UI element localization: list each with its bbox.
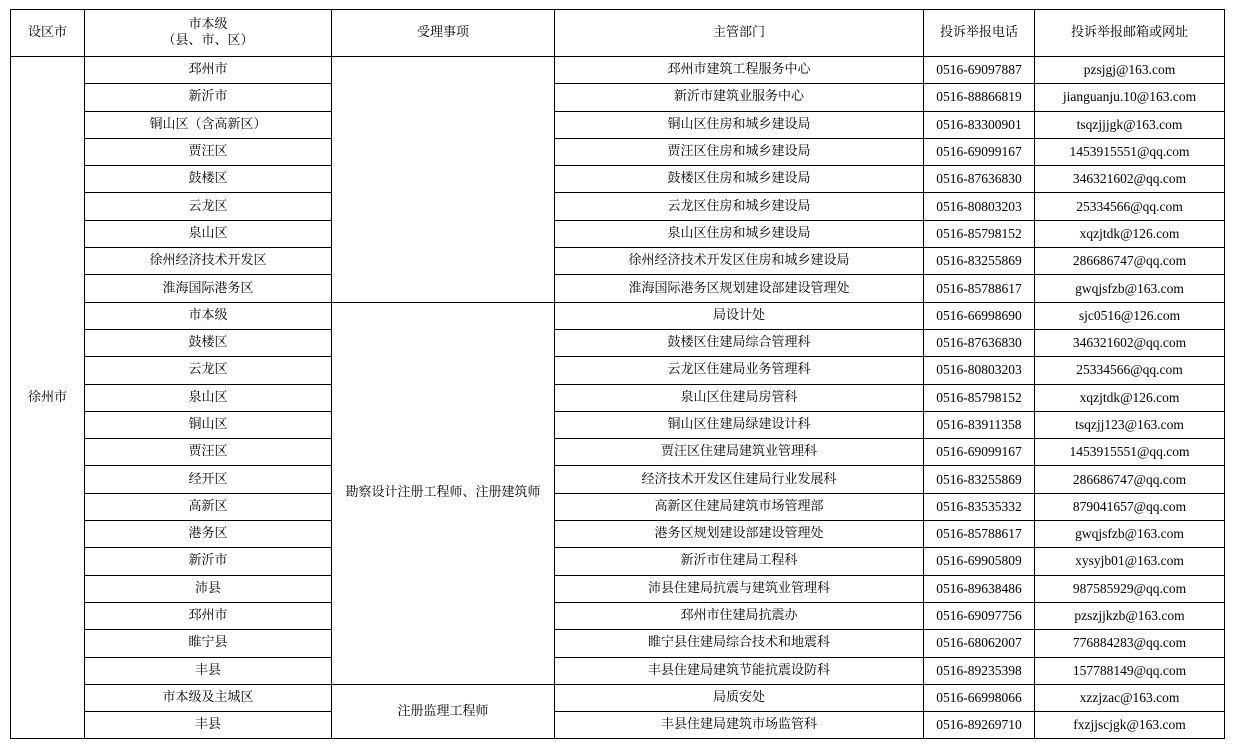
- level-cell: 港务区: [85, 521, 332, 548]
- email-cell: gwqjsfzb@163.com: [1035, 521, 1225, 548]
- header-level-line1: 市本级: [188, 17, 228, 32]
- level-cell: 云龙区: [85, 193, 332, 220]
- phone-cell: 0516-83911358: [924, 411, 1035, 438]
- dept-cell: 高新区住建局建筑市场管理部: [555, 493, 924, 520]
- level-cell: 淮海国际港务区: [85, 275, 332, 302]
- table-row: [11, 329, 1225, 356]
- phone-cell: 0516-85788617: [924, 275, 1035, 302]
- header-email: 投诉举报邮箱或网址: [1035, 10, 1225, 57]
- phone-cell: 0516-89269710: [924, 712, 1035, 739]
- phone-cell: 0516-88866819: [924, 84, 1035, 111]
- table-row: [11, 111, 1225, 138]
- table-row: [11, 138, 1225, 165]
- table-row: [11, 602, 1225, 629]
- email-cell: 25334566@qq.com: [1035, 193, 1225, 220]
- table-row: [11, 493, 1225, 520]
- level-cell: 泉山区: [85, 220, 332, 247]
- email-cell: 879041657@qq.com: [1035, 493, 1225, 520]
- phone-cell: 0516-69905809: [924, 548, 1035, 575]
- phone-cell: 0516-89638486: [924, 575, 1035, 602]
- phone-cell: 0516-83535332: [924, 493, 1035, 520]
- email-cell: sjc0516@126.com: [1035, 302, 1225, 329]
- level-cell: 沛县: [85, 575, 332, 602]
- table-row: [11, 411, 1225, 438]
- table-row: [11, 548, 1225, 575]
- level-cell: 贾汪区: [85, 439, 332, 466]
- phone-cell: 0516-69099167: [924, 138, 1035, 165]
- level-cell: 鼓楼区: [85, 329, 332, 356]
- phone-cell: 0516-80803203: [924, 193, 1035, 220]
- dept-cell: 邳州市住建局抗震办: [555, 602, 924, 629]
- email-cell: jianguanju.10@163.com: [1035, 84, 1225, 111]
- phone-cell: 0516-85788617: [924, 521, 1035, 548]
- dept-cell: 新沂市住建局工程科: [555, 548, 924, 575]
- phone-cell: 0516-83255869: [924, 466, 1035, 493]
- table-row: [11, 193, 1225, 220]
- phone-cell: 0516-87636830: [924, 329, 1035, 356]
- item-cell: [332, 57, 555, 303]
- level-cell: 经开区: [85, 466, 332, 493]
- email-cell: 1453915551@qq.com: [1035, 439, 1225, 466]
- email-cell: gwqjsfzb@163.com: [1035, 275, 1225, 302]
- level-cell: 铜山区（含高新区）: [85, 111, 332, 138]
- dept-cell: 鼓楼区住建局综合管理科: [555, 329, 924, 356]
- phone-cell: 0516-66998690: [924, 302, 1035, 329]
- dept-cell: 铜山区住房和城乡建设局: [555, 111, 924, 138]
- table-row: [11, 384, 1225, 411]
- email-cell: xysyjb01@163.com: [1035, 548, 1225, 575]
- email-cell: xqzjtdk@126.com: [1035, 384, 1225, 411]
- level-cell: 邳州市: [85, 602, 332, 629]
- dept-cell: 贾汪区住建局建筑业管理科: [555, 439, 924, 466]
- level-cell: 高新区: [85, 493, 332, 520]
- table-row: [11, 57, 1225, 84]
- email-cell: tsqzjjjgk@163.com: [1035, 111, 1225, 138]
- header-phone: 投诉举报电话: [924, 10, 1035, 57]
- email-cell: 346321602@qq.com: [1035, 166, 1225, 193]
- header-level-line2: （县、市、区）: [162, 33, 254, 48]
- phone-cell: 0516-66998066: [924, 684, 1035, 711]
- phone-cell: 0516-69099167: [924, 439, 1035, 466]
- phone-cell: 0516-68062007: [924, 630, 1035, 657]
- email-cell: 157788149@qq.com: [1035, 657, 1225, 684]
- email-cell: 346321602@qq.com: [1035, 329, 1225, 356]
- dept-cell: 徐州经济技术开发区住房和城乡建设局: [555, 248, 924, 275]
- dept-cell: 局设计处: [555, 302, 924, 329]
- level-cell: 市本级及主城区: [85, 684, 332, 711]
- table-row: [11, 521, 1225, 548]
- phone-cell: 0516-69097756: [924, 602, 1035, 629]
- email-cell: 987585929@qq.com: [1035, 575, 1225, 602]
- phone-cell: 0516-89235398: [924, 657, 1035, 684]
- email-cell: fxzjjscjgk@163.com: [1035, 712, 1225, 739]
- level-cell: 市本级: [85, 302, 332, 329]
- level-cell: 徐州经济技术开发区: [85, 248, 332, 275]
- dept-cell: 云龙区住建局业务管理科: [555, 357, 924, 384]
- phone-cell: 0516-83255869: [924, 248, 1035, 275]
- dept-cell: 丰县住建局建筑节能抗震设防科: [555, 657, 924, 684]
- header-level: [85, 10, 332, 57]
- table-row: [11, 684, 1225, 711]
- level-cell: 泉山区: [85, 384, 332, 411]
- dept-cell: 新沂市建筑业服务中心: [555, 84, 924, 111]
- email-cell: 776884283@qq.com: [1035, 630, 1225, 657]
- level-cell: 丰县: [85, 712, 332, 739]
- table-row: [11, 302, 1225, 329]
- email-cell: xqzjtdk@126.com: [1035, 220, 1225, 247]
- table-row: [11, 248, 1225, 275]
- table-row: [11, 166, 1225, 193]
- dept-cell: 泉山区住房和城乡建设局: [555, 220, 924, 247]
- email-cell: tsqzjj123@163.com: [1035, 411, 1225, 438]
- table-row: [11, 466, 1225, 493]
- dept-cell: 局质安处: [555, 684, 924, 711]
- table-row: [11, 712, 1225, 739]
- email-cell: 286686747@qq.com: [1035, 248, 1225, 275]
- table-row: [11, 220, 1225, 247]
- email-cell: pzszjjkzb@163.com: [1035, 602, 1225, 629]
- phone-cell: 0516-80803203: [924, 357, 1035, 384]
- table-row: [11, 439, 1225, 466]
- phone-cell: 0516-83300901: [924, 111, 1035, 138]
- level-cell: 铜山区: [85, 411, 332, 438]
- dept-cell: 邳州市建筑工程服务中心: [555, 57, 924, 84]
- level-cell: 鼓楼区: [85, 166, 332, 193]
- dept-cell: 铜山区住建局绿建设计科: [555, 411, 924, 438]
- table-body: [11, 57, 1225, 739]
- complaint-contact-table: [10, 9, 1225, 739]
- phone-cell: 0516-85798152: [924, 220, 1035, 247]
- complaint-table-wrapper: [10, 9, 1225, 739]
- dept-cell: 沛县住建局抗震与建筑业管理科: [555, 575, 924, 602]
- city-cell: 徐州市: [11, 57, 85, 739]
- level-cell: 云龙区: [85, 357, 332, 384]
- level-cell: 丰县: [85, 657, 332, 684]
- dept-cell: 睢宁县住建局综合技术和地震科: [555, 630, 924, 657]
- table-row: [11, 630, 1225, 657]
- item-cell: 注册监理工程师: [332, 684, 555, 739]
- level-cell: 睢宁县: [85, 630, 332, 657]
- header-item: 受理事项: [332, 10, 555, 57]
- dept-cell: 丰县住建局建筑市场监管科: [555, 712, 924, 739]
- level-cell: 邳州市: [85, 57, 332, 84]
- header-city: 设区市: [11, 10, 85, 57]
- email-cell: 1453915551@qq.com: [1035, 138, 1225, 165]
- table-row: [11, 275, 1225, 302]
- header-row: [11, 10, 1225, 57]
- email-cell: xzzjzac@163.com: [1035, 684, 1225, 711]
- item-cell: 勘察设计注册工程师、注册建筑师: [332, 302, 555, 684]
- header-dept: 主管部门: [555, 10, 924, 57]
- email-cell: pzsjgj@163.com: [1035, 57, 1225, 84]
- dept-cell: 经济技术开发区住建局行业发展科: [555, 466, 924, 493]
- phone-cell: 0516-69097887: [924, 57, 1035, 84]
- level-cell: 贾汪区: [85, 138, 332, 165]
- dept-cell: 港务区规划建设部建设管理处: [555, 521, 924, 548]
- dept-cell: 贾汪区住房和城乡建设局: [555, 138, 924, 165]
- email-cell: 286686747@qq.com: [1035, 466, 1225, 493]
- level-cell: 新沂市: [85, 84, 332, 111]
- phone-cell: 0516-87636830: [924, 166, 1035, 193]
- email-cell: 25334566@qq.com: [1035, 357, 1225, 384]
- table-row: [11, 657, 1225, 684]
- dept-cell: 云龙区住房和城乡建设局: [555, 193, 924, 220]
- table-row: [11, 357, 1225, 384]
- level-cell: 新沂市: [85, 548, 332, 575]
- phone-cell: 0516-85798152: [924, 384, 1035, 411]
- dept-cell: 泉山区住建局房管科: [555, 384, 924, 411]
- table-row: [11, 84, 1225, 111]
- dept-cell: 鼓楼区住房和城乡建设局: [555, 166, 924, 193]
- table-row: [11, 575, 1225, 602]
- dept-cell: 淮海国际港务区规划建设部建设管理处: [555, 275, 924, 302]
